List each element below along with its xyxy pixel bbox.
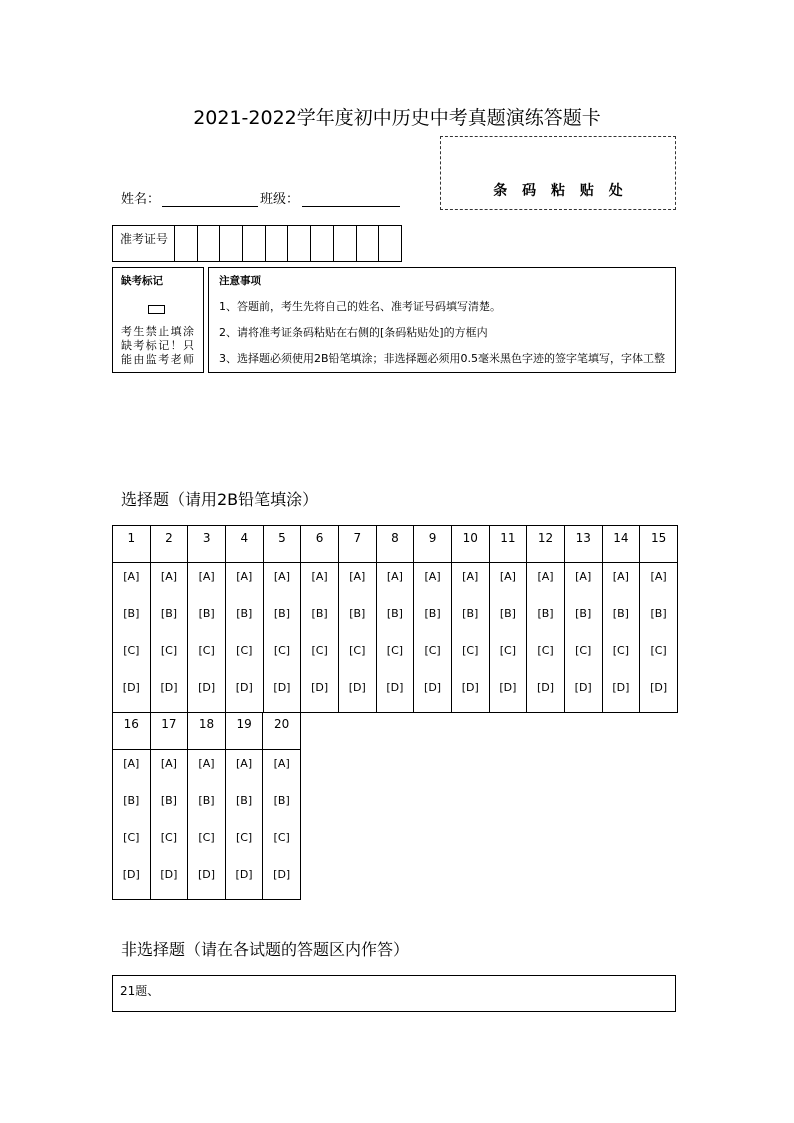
question-options-cell xyxy=(376,563,414,713)
answer-area-21[interactable] xyxy=(112,975,676,1012)
question-options-cell xyxy=(188,563,226,713)
option-d-mark[interactable]: [D] xyxy=(273,681,291,694)
option-a-mark[interactable]: [A] xyxy=(273,756,290,770)
option-d-mark[interactable]: [D] xyxy=(650,681,668,694)
question-number: 7 xyxy=(338,526,376,563)
option-c-mark[interactable]: [C] xyxy=(386,644,404,657)
question-number: 11 xyxy=(489,526,527,563)
option-d-mark[interactable]: [D] xyxy=(424,681,442,694)
option-d-mark[interactable]: [D] xyxy=(386,681,404,694)
option-b-mark[interactable]: [B] xyxy=(236,607,253,620)
option-b-mark[interactable]: [B] xyxy=(349,607,366,620)
option-d-mark[interactable]: [D] xyxy=(160,681,178,694)
option-a-mark[interactable]: [A] xyxy=(650,570,667,583)
question-options-cell xyxy=(640,563,678,713)
question-number: 16 xyxy=(113,712,151,749)
class-label: 班级： xyxy=(260,192,300,207)
option-a-mark[interactable]: [A] xyxy=(160,570,178,583)
notice-item: 3、选择题必须使用2B铅笔填涂；非选择题必须用0.5毫米黑色字迹的签字笔填写，字体工整 xyxy=(219,352,666,365)
option-c-mark[interactable]: [C] xyxy=(349,644,366,657)
option-d-mark[interactable]: [D] xyxy=(160,867,178,881)
exam-id-digit-cell[interactable] xyxy=(356,226,379,262)
option-c-mark[interactable]: [C] xyxy=(612,644,629,657)
option-c-mark[interactable]: [C] xyxy=(273,644,291,657)
absent-mark-note: 考生禁止填涂缺考标记！只能由监考老师 xyxy=(121,325,196,366)
question-options-cell xyxy=(263,749,301,899)
notice-list xyxy=(219,294,675,372)
question-options-cell xyxy=(150,749,188,899)
question-options-cell xyxy=(527,563,565,713)
option-b-mark[interactable]: [B] xyxy=(386,607,403,620)
option-b-mark[interactable]: [B] xyxy=(612,607,629,620)
class-field[interactable] xyxy=(302,192,400,207)
option-b-mark[interactable]: [B] xyxy=(537,607,554,620)
barcode-label: 条 码 粘 贴 处 xyxy=(493,183,628,199)
absent-mark-box xyxy=(112,267,204,373)
question-options-cell xyxy=(602,563,640,713)
option-a-mark[interactable]: [A] xyxy=(273,570,290,583)
exam-id-digit-cell[interactable] xyxy=(175,226,198,262)
question-options-row xyxy=(113,563,678,713)
option-b-mark[interactable]: [B] xyxy=(198,793,215,807)
question-number: 18 xyxy=(188,712,226,749)
exam-id-digit-cell[interactable] xyxy=(288,226,311,262)
option-c-mark[interactable]: [C] xyxy=(160,830,178,844)
option-c-mark[interactable]: [C] xyxy=(236,644,253,657)
question-number: 2 xyxy=(150,526,188,563)
question-options-cell xyxy=(414,563,452,713)
question-number: 5 xyxy=(263,526,301,563)
option-d-mark[interactable]: [D] xyxy=(273,867,291,881)
question-number: 15 xyxy=(640,526,678,563)
option-a-mark[interactable]: [A] xyxy=(160,756,177,770)
notice-item: 2、请将准考证条码粘贴在右侧的[条码粘贴处]的方框内 xyxy=(219,326,488,339)
option-d-mark[interactable]: [D] xyxy=(122,681,140,694)
option-a-mark[interactable]: [A] xyxy=(311,570,328,583)
option-b-mark[interactable]: [B] xyxy=(499,607,516,620)
question-options-cell xyxy=(188,749,226,899)
option-b-mark[interactable]: [B] xyxy=(462,607,479,620)
option-d-mark[interactable]: [D] xyxy=(311,681,329,694)
question-options-cell xyxy=(489,563,527,713)
absent-mark-bubble[interactable] xyxy=(148,305,165,314)
exam-id-label: 准考证号 xyxy=(113,226,175,262)
option-a-mark[interactable]: [A] xyxy=(123,756,140,770)
choice-grid-16-20 xyxy=(112,712,301,900)
option-c-mark[interactable]: [C] xyxy=(311,644,328,657)
option-d-mark[interactable]: [D] xyxy=(235,681,253,694)
option-c-mark[interactable]: [C] xyxy=(650,644,667,657)
option-c-mark[interactable]: [C] xyxy=(123,830,140,844)
exam-id-digit-cell[interactable] xyxy=(333,226,356,262)
notice-item: 1、答题前，考生先将自己的姓名、准考证号码填写清楚。 xyxy=(219,300,501,313)
notice-box xyxy=(208,267,676,373)
option-a-mark[interactable]: [A] xyxy=(198,756,215,770)
option-a-mark[interactable]: [A] xyxy=(198,570,215,583)
option-d-mark[interactable]: [D] xyxy=(461,681,479,694)
question-number: 3 xyxy=(188,526,226,563)
barcode-area[interactable] xyxy=(440,136,676,210)
question-number: 10 xyxy=(451,526,489,563)
option-c-mark[interactable]: [C] xyxy=(198,830,215,844)
question-number: 6 xyxy=(301,526,339,563)
question-number: 12 xyxy=(527,526,565,563)
option-c-mark[interactable]: [C] xyxy=(537,644,554,657)
exam-id-digit-cell[interactable] xyxy=(243,226,266,262)
question-options-cell xyxy=(564,563,602,713)
question-options-row xyxy=(113,749,301,899)
option-b-mark[interactable]: [B] xyxy=(424,607,441,620)
question-options-cell xyxy=(113,749,151,899)
option-a-mark[interactable]: [A] xyxy=(386,570,403,583)
question-options-cell xyxy=(150,563,188,713)
option-b-mark[interactable]: [B] xyxy=(123,607,140,620)
option-a-mark[interactable]: [A] xyxy=(499,570,516,583)
option-b-mark[interactable]: [B] xyxy=(123,793,140,807)
exam-id-digit-cell[interactable] xyxy=(220,226,243,262)
question-number: 13 xyxy=(564,526,602,563)
option-a-mark[interactable]: [A] xyxy=(612,570,629,583)
exam-id-digit-cell[interactable] xyxy=(379,226,402,262)
option-d-mark[interactable]: [D] xyxy=(612,681,630,694)
option-a-mark[interactable]: [A] xyxy=(236,570,253,583)
option-d-mark[interactable]: [D] xyxy=(348,681,366,694)
question-number: 17 xyxy=(150,712,188,749)
question-options-cell xyxy=(451,563,489,713)
question-number: 4 xyxy=(225,526,263,563)
option-a-mark[interactable]: [A] xyxy=(424,570,441,583)
option-a-mark[interactable]: [A] xyxy=(462,570,479,583)
option-c-mark[interactable]: [C] xyxy=(424,644,441,657)
exam-id-digit-cell[interactable] xyxy=(197,226,220,262)
choice-grid-1-15 xyxy=(112,525,678,713)
question-21-label: 21题、 xyxy=(120,984,160,998)
non-choice-section-heading: 非选择题（请在各试题的答题区内作答） xyxy=(121,940,410,959)
question-options-cell xyxy=(113,563,151,713)
absent-mark-title: 缺考标记 xyxy=(121,275,163,287)
option-c-mark[interactable]: [C] xyxy=(462,644,479,657)
exam-id-table xyxy=(112,225,402,262)
option-b-mark[interactable]: [B] xyxy=(160,607,178,620)
exam-id-digit-cell[interactable] xyxy=(265,226,288,262)
option-c-mark[interactable]: [C] xyxy=(273,830,290,844)
option-b-mark[interactable]: [B] xyxy=(311,607,328,620)
option-c-mark[interactable]: [C] xyxy=(575,644,592,657)
question-options-cell xyxy=(225,749,263,899)
question-number: 8 xyxy=(376,526,414,563)
option-d-mark[interactable]: [D] xyxy=(235,867,253,881)
option-b-mark[interactable]: [B] xyxy=(160,793,177,807)
option-c-mark[interactable]: [C] xyxy=(499,644,517,657)
option-c-mark[interactable]: [C] xyxy=(235,830,253,844)
option-d-mark[interactable]: [D] xyxy=(499,681,517,694)
question-number: 20 xyxy=(263,712,301,749)
question-number: 1 xyxy=(113,526,151,563)
option-a-mark[interactable]: [A] xyxy=(537,570,554,583)
question-number: 9 xyxy=(414,526,452,563)
option-d-mark[interactable]: [D] xyxy=(574,681,592,694)
question-number-row xyxy=(113,712,301,749)
name-label: 姓名： xyxy=(121,192,161,207)
question-options-cell xyxy=(225,563,263,713)
option-c-mark[interactable]: [C] xyxy=(160,644,178,657)
question-number: 14 xyxy=(602,526,640,563)
choice-section-heading: 选择题（请用2B铅笔填涂） xyxy=(121,490,319,509)
option-b-mark[interactable]: [B] xyxy=(575,607,592,620)
option-c-mark[interactable]: [C] xyxy=(198,644,215,657)
question-options-cell xyxy=(263,563,301,713)
option-a-mark[interactable]: [A] xyxy=(575,570,592,583)
option-b-mark[interactable]: [B] xyxy=(236,793,253,807)
option-a-mark[interactable]: [A] xyxy=(349,570,366,583)
question-options-cell xyxy=(338,563,376,713)
option-b-mark[interactable]: [B] xyxy=(198,607,215,620)
option-d-mark[interactable]: [D] xyxy=(122,867,140,881)
question-options-cell xyxy=(301,563,339,713)
option-b-mark[interactable]: [B] xyxy=(273,607,291,620)
option-d-mark[interactable]: [D] xyxy=(197,867,216,881)
question-number: 19 xyxy=(225,712,263,749)
option-a-mark[interactable]: [A] xyxy=(236,756,253,770)
question-number-row xyxy=(113,526,678,563)
name-field[interactable] xyxy=(162,192,258,207)
option-b-mark[interactable]: [B] xyxy=(273,793,290,807)
option-c-mark[interactable]: [C] xyxy=(123,644,140,657)
page-title: 2021-2022学年度初中历史中考真题演练答题卡 xyxy=(193,107,601,129)
option-d-mark[interactable]: [D] xyxy=(198,681,216,694)
option-a-mark[interactable]: [A] xyxy=(123,570,140,583)
option-b-mark[interactable]: [B] xyxy=(650,607,667,620)
notice-title: 注意事项 xyxy=(219,275,261,287)
option-d-mark[interactable]: [D] xyxy=(537,681,555,694)
exam-id-digit-cell[interactable] xyxy=(311,226,334,262)
